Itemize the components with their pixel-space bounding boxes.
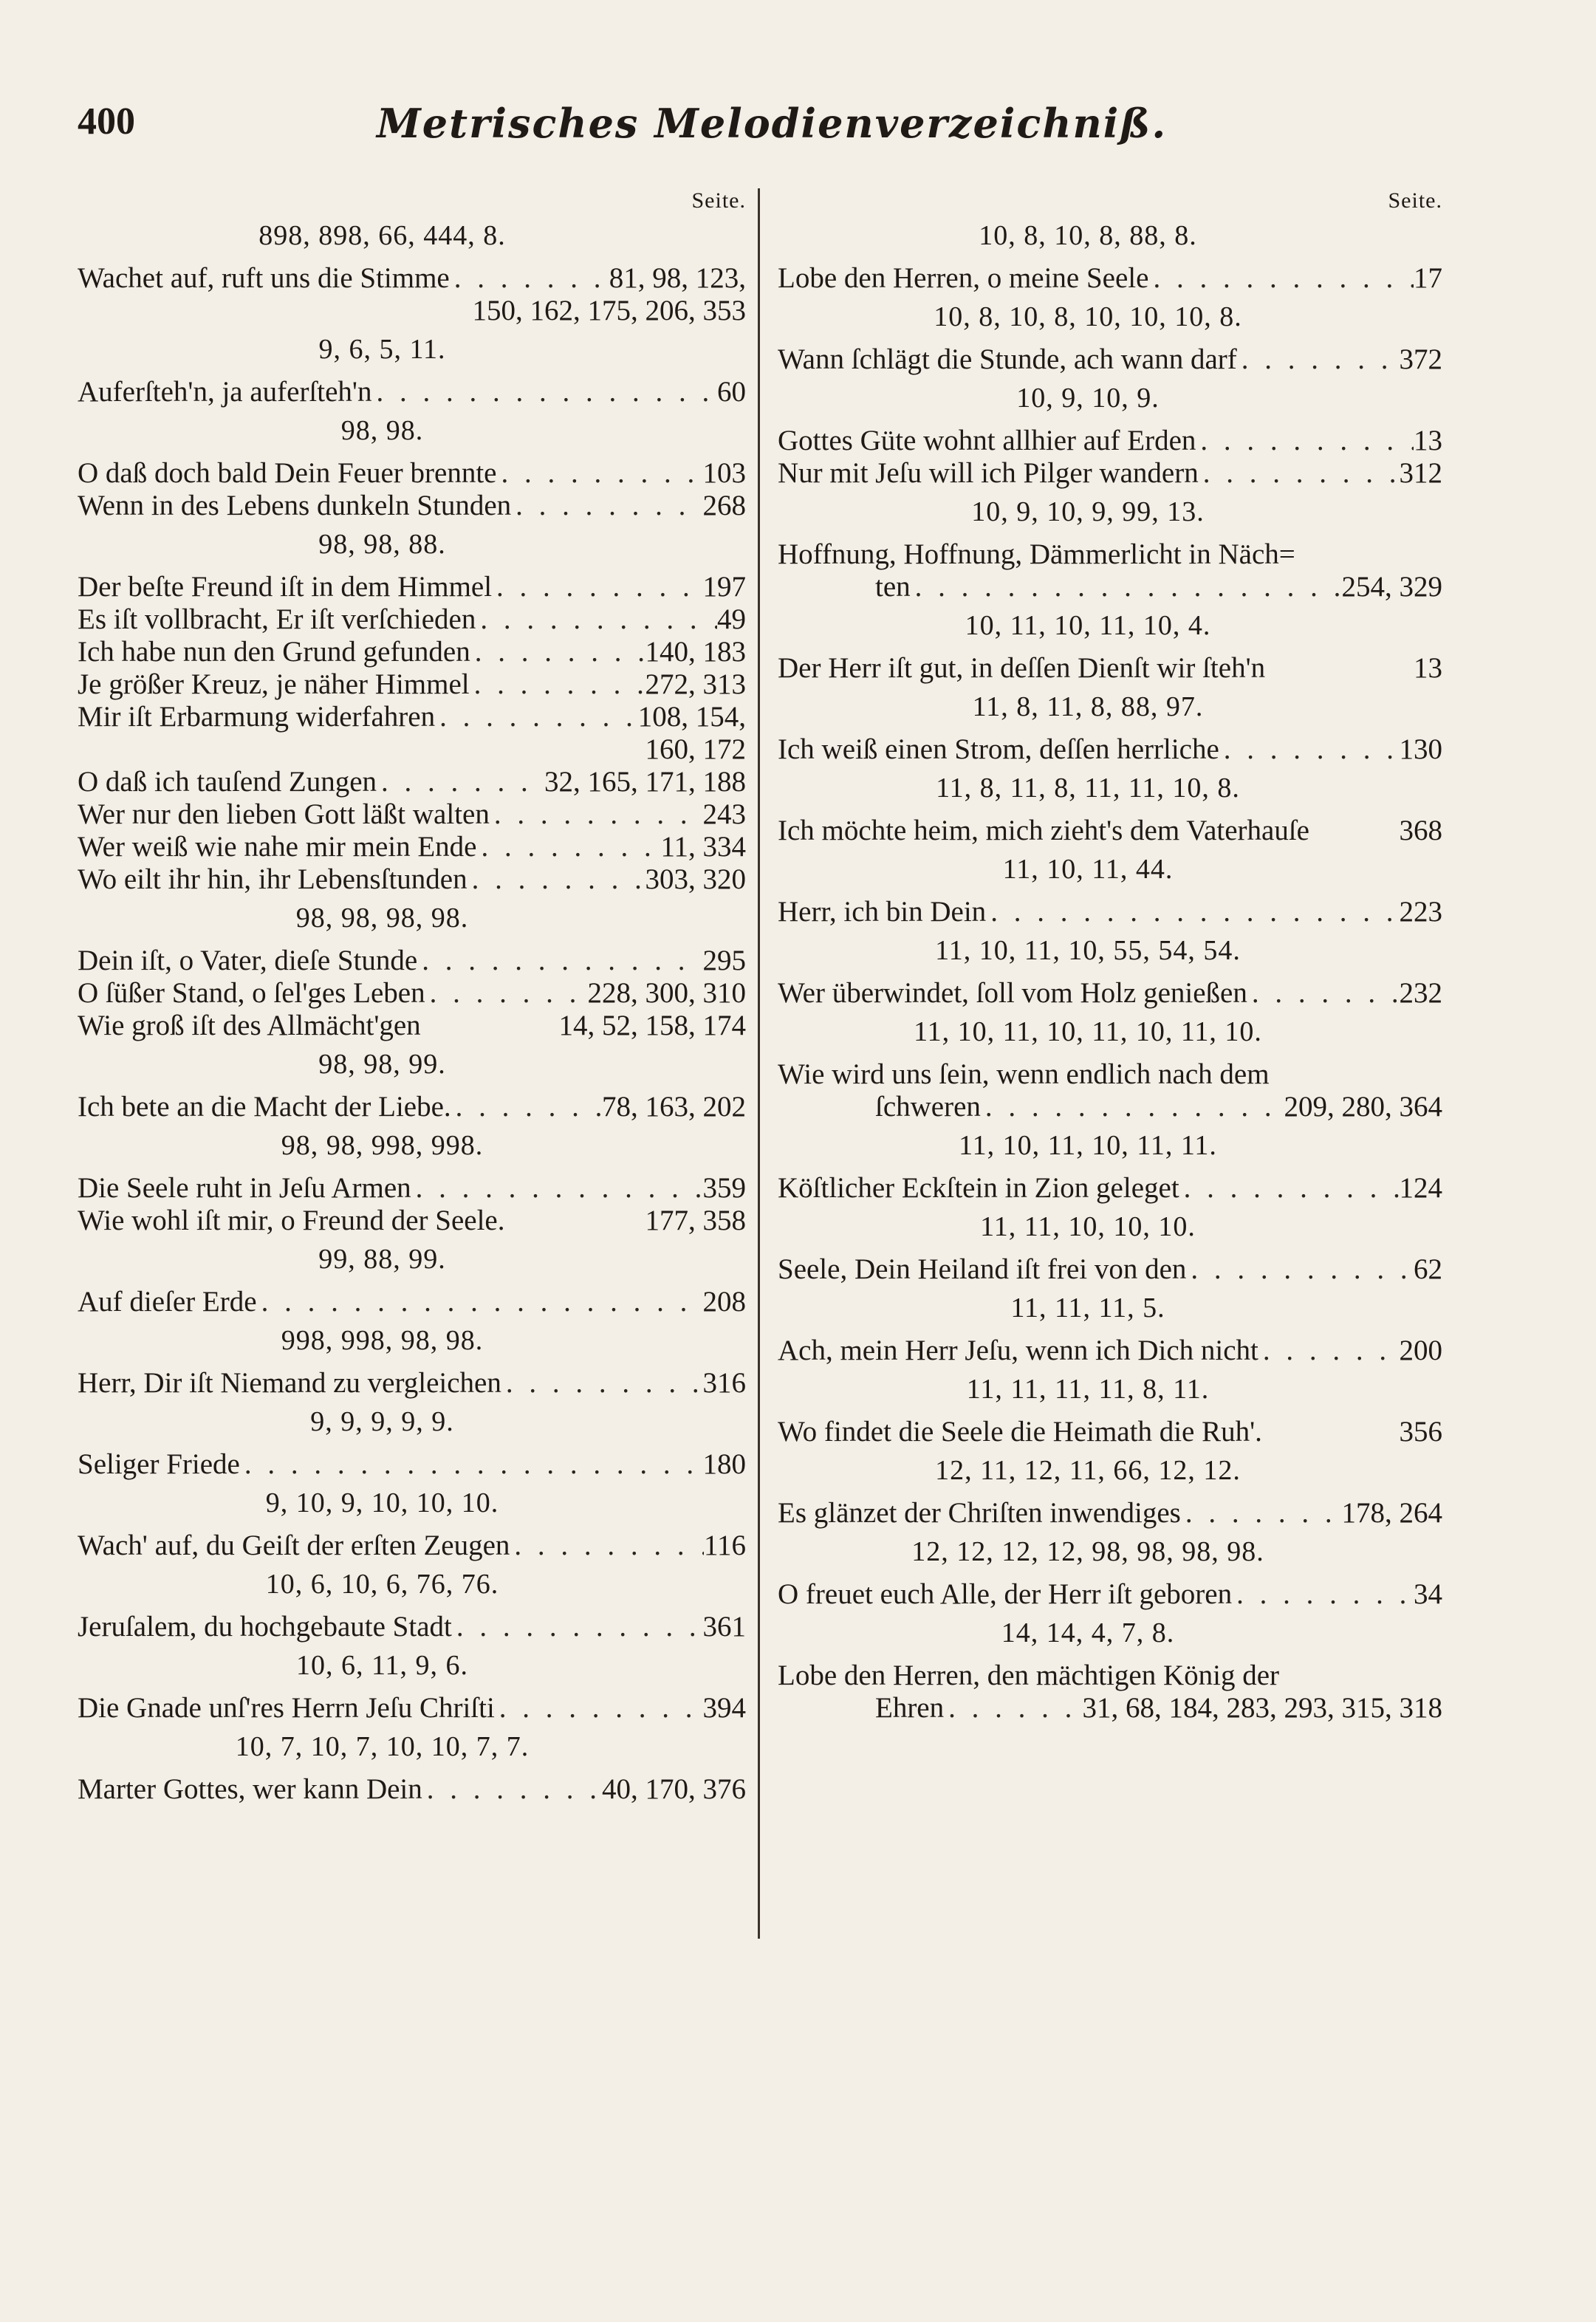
leader-dots	[1179, 1172, 1400, 1205]
meter-group	[78, 414, 746, 522]
index-entry	[78, 490, 746, 522]
hymn-title: Wachet auf, ruft uns die Stimme	[78, 262, 450, 294]
leader-dots	[425, 977, 588, 1010]
page-refs: 13	[1414, 652, 1442, 684]
leader-dots	[986, 896, 1399, 928]
index-entry	[778, 652, 1442, 685]
meter-group	[778, 853, 1442, 928]
meter-heading: 10, 8, 10, 8, 10, 10, 10, 8.	[934, 301, 1242, 332]
meter-heading: 98, 98, 98, 98.	[295, 903, 469, 934]
page-refs: 62	[1414, 1253, 1442, 1285]
index-entry	[778, 262, 1442, 295]
page-refs: 223	[1399, 896, 1442, 928]
hymn-title: Marter Gottes, wer kann Dein	[78, 1773, 422, 1805]
hymn-title: Herr, Dir iſt Niemand zu vergleichen	[78, 1367, 501, 1399]
index-entry	[778, 815, 1442, 847]
page-refs: 78, 163, 202	[602, 1091, 746, 1123]
index-entry	[778, 733, 1442, 766]
index-entry	[778, 1416, 1442, 1448]
hymn-title: Ich habe nun den Grund gefunden	[78, 636, 470, 668]
hymn-title: Die Gnade unſ'res Herrn Jeſu Chriſti	[78, 1692, 495, 1724]
meter-group	[778, 934, 1442, 1010]
meter-group	[78, 1129, 746, 1237]
index-entry-continued	[778, 571, 1442, 603]
page-refs: 197	[702, 571, 746, 603]
meter-group	[78, 1487, 746, 1562]
leader-dots	[240, 1448, 703, 1481]
page-refs: 40, 170, 376	[602, 1773, 746, 1805]
leader-dots	[1181, 1497, 1342, 1530]
index-entry	[78, 798, 746, 831]
page-refs-continued: 150, 162, 175, 206, 353	[472, 295, 746, 326]
page-refs: 34	[1414, 1578, 1442, 1610]
meter-group	[78, 1649, 746, 1725]
meter-group	[78, 528, 746, 896]
hymn-title: Wie wird uns ſein, wenn endlich nach dem	[778, 1058, 1270, 1090]
index-entry	[78, 1773, 746, 1806]
hymn-title: Seliger Friede	[78, 1448, 240, 1480]
hymn-title-continued: ſchweren	[875, 1091, 981, 1123]
index-entry	[778, 1335, 1442, 1367]
page-refs: 13	[1414, 425, 1442, 456]
page-refs: 361	[702, 1611, 746, 1643]
index-entry	[78, 863, 746, 896]
leader-dots	[1219, 733, 1400, 766]
meter-heading: 11, 11, 11, 11, 8, 11.	[966, 1374, 1210, 1405]
page-refs: 178, 264	[1341, 1497, 1442, 1529]
meter-heading: 98, 98.	[340, 415, 424, 446]
meter-group	[78, 333, 746, 408]
meter-group	[778, 1129, 1442, 1205]
page-refs: 394	[702, 1692, 746, 1724]
index-entry	[78, 1448, 746, 1481]
meter-group	[778, 1454, 1442, 1530]
seite-label: Seite.	[1388, 188, 1442, 213]
page-refs: 177, 358	[645, 1205, 746, 1236]
hymn-title: Mir iſt Erbarmung widerfahren	[78, 701, 436, 733]
index-entry	[78, 1172, 746, 1205]
leader-dots	[411, 1172, 703, 1205]
meter-heading: 11, 10, 11, 10, 11, 10, 11, 10.	[914, 1016, 1262, 1047]
page-refs: 303, 320	[645, 863, 746, 895]
leader-dots	[496, 457, 702, 490]
page-refs: 17	[1414, 262, 1442, 294]
index-entry	[778, 896, 1442, 928]
leader-dots	[257, 1286, 703, 1318]
page-refs: 14, 52, 158, 174	[558, 1010, 746, 1041]
hymn-title: Jeruſalem, du hochgebaute Stadt	[78, 1611, 452, 1643]
hymn-title: Wo eilt ihr hin, ihr Lebensſtunden	[78, 863, 468, 895]
hymn-title: O daß doch bald Dein Feuer brennte	[78, 457, 497, 489]
index-entry	[78, 1367, 746, 1400]
hymn-title: Wie groß iſt des Allmächt'gen	[78, 1010, 421, 1041]
hymn-title: Wenn in des Lebens dunkeln Stunden	[78, 490, 512, 521]
meter-heading: 9, 10, 9, 10, 10, 10.	[265, 1487, 499, 1518]
page-refs: 200	[1399, 1335, 1442, 1366]
meter-heading: 10, 11, 10, 11, 10, 4.	[965, 610, 1211, 641]
leader-dots	[495, 1692, 703, 1725]
hymn-title: Dein iſt, o Vater, dieſe Stunde	[78, 945, 418, 976]
page-refs: 49	[717, 603, 746, 635]
index-entry	[78, 1692, 746, 1725]
leader-dots	[511, 490, 702, 522]
page-refs: 232	[1399, 977, 1442, 1009]
meter-group	[78, 1405, 746, 1481]
meter-heading: 12, 12, 12, 12, 98, 98, 98, 98.	[911, 1536, 1264, 1567]
page-refs: 209, 280, 364	[1284, 1091, 1442, 1123]
leader-dots	[492, 571, 702, 603]
leader-dots	[911, 571, 1342, 603]
index-entry	[78, 977, 746, 1010]
index-entry	[778, 538, 1442, 571]
leader-dots	[470, 636, 645, 668]
index-entry	[78, 376, 746, 408]
meter-heading: 10, 8, 10, 8, 88, 8.	[979, 220, 1197, 251]
meter-heading: 10, 6, 11, 9, 6.	[295, 1650, 469, 1681]
hymn-title: Köſtlicher Eckſtein in Zion geleget	[778, 1172, 1179, 1204]
hymn-title-continued: ten	[875, 571, 911, 603]
hymn-title: Die Seele ruht in Jeſu Armen	[78, 1172, 411, 1204]
page-number: 400	[78, 100, 135, 143]
index-entry	[78, 668, 746, 701]
leader-dots	[1258, 1335, 1400, 1367]
meter-group	[78, 1243, 746, 1318]
index-entry	[778, 457, 1442, 490]
meter-heading: 11, 11, 11, 5.	[1010, 1292, 1165, 1323]
hymn-title: Ich möchte heim, mich zieht's dem Vaterhauſe	[778, 815, 1309, 846]
page-refs: 372	[1399, 343, 1442, 375]
meter-heading: 11, 8, 11, 8, 11, 11, 10, 8.	[936, 773, 1240, 804]
meter-heading: 10, 9, 10, 9, 99, 13.	[971, 496, 1205, 527]
index-entry	[78, 945, 746, 977]
index-entry	[778, 1172, 1442, 1205]
meter-group	[778, 772, 1442, 847]
page-refs: 312	[1399, 457, 1442, 489]
meter-heading: 11, 11, 10, 10, 10.	[980, 1211, 1196, 1242]
leader-dots	[435, 701, 638, 733]
leader-dots	[1232, 1578, 1414, 1611]
hymn-title: Wie wohl iſt mir, o Freund der Seele.	[78, 1205, 505, 1236]
index-entry	[78, 701, 746, 733]
leader-dots	[417, 945, 702, 977]
page-refs: 180	[702, 1448, 746, 1480]
page-refs: 228, 300, 310	[587, 977, 746, 1009]
index-entry-continued	[778, 1692, 1442, 1725]
column-divider	[758, 188, 760, 1939]
meter-heading: 11, 10, 11, 10, 55, 54, 54.	[935, 935, 1241, 966]
meter-heading: 11, 8, 11, 8, 88, 97.	[972, 691, 1204, 722]
page-refs: 81, 98, 123,	[609, 262, 746, 294]
index-entry-continued	[778, 1091, 1442, 1123]
index-entry	[78, 1091, 746, 1123]
meter-group	[778, 301, 1442, 376]
meter-group	[778, 382, 1442, 490]
page-refs: 254, 329	[1341, 571, 1442, 603]
meter-heading: 98, 98, 998, 998.	[281, 1130, 484, 1161]
hymn-title: Nur mit Jeſu will ich Pilger wandern	[778, 457, 1199, 489]
hymn-title-continued: Ehren	[875, 1692, 945, 1724]
meter-heading: 10, 6, 10, 6, 76, 76.	[265, 1569, 499, 1600]
meter-group	[78, 1048, 746, 1123]
page-refs: 208	[702, 1286, 746, 1318]
hymn-title: Auf dieſer Erde	[78, 1286, 257, 1318]
page-refs: 32, 165, 171, 188	[544, 766, 746, 798]
leader-dots	[450, 262, 609, 295]
left-column	[78, 188, 746, 1806]
leader-dots	[1196, 425, 1414, 457]
index-entry	[778, 343, 1442, 376]
page-refs: 359	[702, 1172, 746, 1204]
hymn-title: Wer weiß wie nahe mir mein Ende	[78, 831, 477, 863]
running-title: Metrisches Melodienverzeichniß.	[377, 100, 1168, 147]
meter-group	[78, 902, 746, 1042]
hymn-title: Wach' auf, du Geiſt der erſten Zeugen	[78, 1530, 510, 1561]
meter-heading: 99, 88, 99.	[318, 1244, 446, 1275]
page-refs: 116	[703, 1530, 746, 1561]
index-entry	[78, 1530, 746, 1562]
index-entry	[78, 1286, 746, 1318]
hymn-title: Es glänzet der Chriſten inwendiges	[778, 1497, 1181, 1529]
hymn-title: Wer nur den lieben Gott läßt walten	[78, 798, 490, 830]
page-header	[78, 100, 1510, 159]
page-refs: 268	[702, 490, 746, 521]
leader-dots	[1148, 262, 1414, 295]
page-refs: 124	[1399, 1172, 1442, 1204]
leader-dots	[981, 1091, 1284, 1123]
meter-group	[78, 1730, 746, 1806]
hymn-title: Der Herr iſt gut, in deſſen Dienſt wir ſteh'n	[778, 652, 1266, 684]
leader-dots	[477, 831, 661, 863]
leader-dots	[501, 1367, 703, 1400]
meter-group	[778, 609, 1442, 685]
page-refs: 140, 183	[645, 636, 746, 668]
leader-dots	[490, 798, 703, 831]
leader-dots	[451, 1091, 602, 1123]
index-entry	[78, 262, 746, 295]
meter-group	[778, 1535, 1442, 1611]
hymn-title: Lobe den Herren, den mächtigen König der	[778, 1660, 1279, 1691]
index-entry	[778, 977, 1442, 1010]
hymn-title: Ich weiß einen Strom, deſſen herrliche	[778, 733, 1219, 765]
meter-group	[778, 1617, 1442, 1725]
index-entry	[78, 571, 746, 603]
leader-dots	[510, 1530, 704, 1562]
index-entry	[78, 1611, 746, 1643]
page-refs: 31, 68, 184, 283, 293, 315, 318	[1082, 1692, 1442, 1724]
leader-dots	[371, 376, 717, 408]
right-column	[778, 188, 1442, 1725]
meter-heading: 98, 98, 88.	[318, 529, 446, 560]
hymn-title: Ich bete an die Macht der Liebe.	[78, 1091, 451, 1123]
seite-label: Seite.	[691, 188, 746, 213]
leader-dots	[470, 668, 645, 701]
meter-heading: 9, 9, 9, 9, 9.	[310, 1406, 454, 1437]
index-entry	[778, 1253, 1442, 1286]
leader-dots	[468, 863, 645, 896]
hymn-title: Wer überwindet, ſoll vom Holz genießen	[778, 977, 1247, 1009]
meter-group	[778, 496, 1442, 603]
hymn-title: Herr, ich bin Dein	[778, 896, 987, 928]
index-entry	[78, 603, 746, 636]
meter-group	[778, 1016, 1442, 1123]
meter-group	[778, 219, 1442, 295]
hymn-title: Wo findet die Seele die Heimath die Ruh'.	[778, 1416, 1262, 1448]
hymn-title: Der beſte Freund iſt in dem Himmel	[78, 571, 493, 603]
leader-dots	[1186, 1253, 1414, 1286]
meter-heading: 12, 11, 12, 11, 66, 12, 12.	[935, 1455, 1241, 1486]
meter-group	[78, 1324, 746, 1400]
meter-group	[78, 219, 746, 327]
index-entry	[778, 425, 1442, 457]
index-entry	[778, 1578, 1442, 1611]
meter-heading: 10, 9, 10, 9.	[1016, 383, 1160, 414]
meter-heading: 98, 98, 99.	[318, 1049, 446, 1080]
page-refs: 108, 154,	[637, 701, 746, 733]
meter-group	[78, 1568, 746, 1643]
page-refs: 368	[1399, 815, 1442, 846]
page-refs: 356	[1399, 1416, 1442, 1448]
page-refs: 295	[702, 945, 746, 976]
meter-heading: 11, 10, 11, 10, 11, 11.	[959, 1130, 1217, 1161]
index-entry	[778, 1660, 1442, 1692]
hymn-title: Gottes Güte wohnt allhier auf Erden	[778, 425, 1196, 456]
index-entry	[78, 1205, 746, 1237]
meter-heading: 14, 14, 4, 7, 8.	[1001, 1617, 1175, 1648]
leader-dots	[1199, 457, 1400, 490]
meter-group	[778, 1292, 1442, 1367]
index-entry	[78, 636, 746, 668]
leader-dots	[944, 1692, 1082, 1725]
hymn-title: Seele, Dein Heiland iſt frei von den	[778, 1253, 1187, 1285]
index-entry	[778, 1497, 1442, 1530]
hymn-title: Hoffnung, Hoffnung, Dämmerlicht in Näch=	[778, 538, 1295, 570]
leader-dots	[452, 1611, 703, 1643]
page-refs: 272, 313	[645, 668, 746, 700]
hymn-title: O ſüßer Stand, o ſel'ges Leben	[78, 977, 425, 1009]
leader-dots	[476, 603, 717, 636]
hymn-title: Je größer Kreuz, je näher Himmel	[78, 668, 470, 700]
meter-heading: 10, 7, 10, 7, 10, 10, 7, 7.	[235, 1731, 530, 1762]
meter-group	[778, 691, 1442, 766]
index-entry	[778, 1058, 1442, 1091]
hymn-title: O daß ich tauſend Zungen	[78, 766, 377, 798]
index-entry	[78, 1010, 746, 1042]
meter-heading: 11, 10, 11, 44.	[1002, 854, 1174, 885]
leader-dots	[377, 766, 544, 798]
page-refs: 130	[1399, 733, 1442, 765]
hymn-title: Lobe den Herren, o meine Seele	[778, 262, 1149, 294]
leader-dots	[1247, 977, 1400, 1010]
hymn-title: Ach, mein Herr Jeſu, wenn ich Dich nicht	[778, 1335, 1258, 1366]
hymn-title: Wann ſchlägt die Stunde, ach wann darf	[778, 343, 1237, 375]
index-entry	[78, 457, 746, 490]
leader-dots	[1237, 343, 1400, 376]
hymn-title: Es iſt vollbracht, Er iſt verſchieden	[78, 603, 476, 635]
meter-heading: 9, 6, 5, 11.	[318, 334, 446, 365]
meter-group	[778, 1373, 1442, 1448]
index-entry	[78, 766, 746, 798]
hymn-title: Auferſteh'n, ja auferſteh'n	[78, 376, 372, 408]
meter-group	[778, 1210, 1442, 1286]
page-refs: 103	[702, 457, 746, 489]
page-refs: 316	[702, 1367, 746, 1399]
leader-dots	[422, 1773, 602, 1806]
index-entry	[78, 831, 746, 863]
meter-heading: 998, 998, 98, 98.	[281, 1325, 484, 1356]
meter-heading: 898, 898, 66, 444, 8.	[258, 220, 506, 251]
page-refs: 60	[717, 376, 746, 408]
page-refs-continued: 160, 172	[645, 733, 746, 765]
hymn-title: O freuet euch Alle, der Herr iſt geboren	[778, 1578, 1233, 1610]
page-refs: 11, 334	[660, 831, 746, 863]
page-refs: 243	[702, 798, 746, 830]
